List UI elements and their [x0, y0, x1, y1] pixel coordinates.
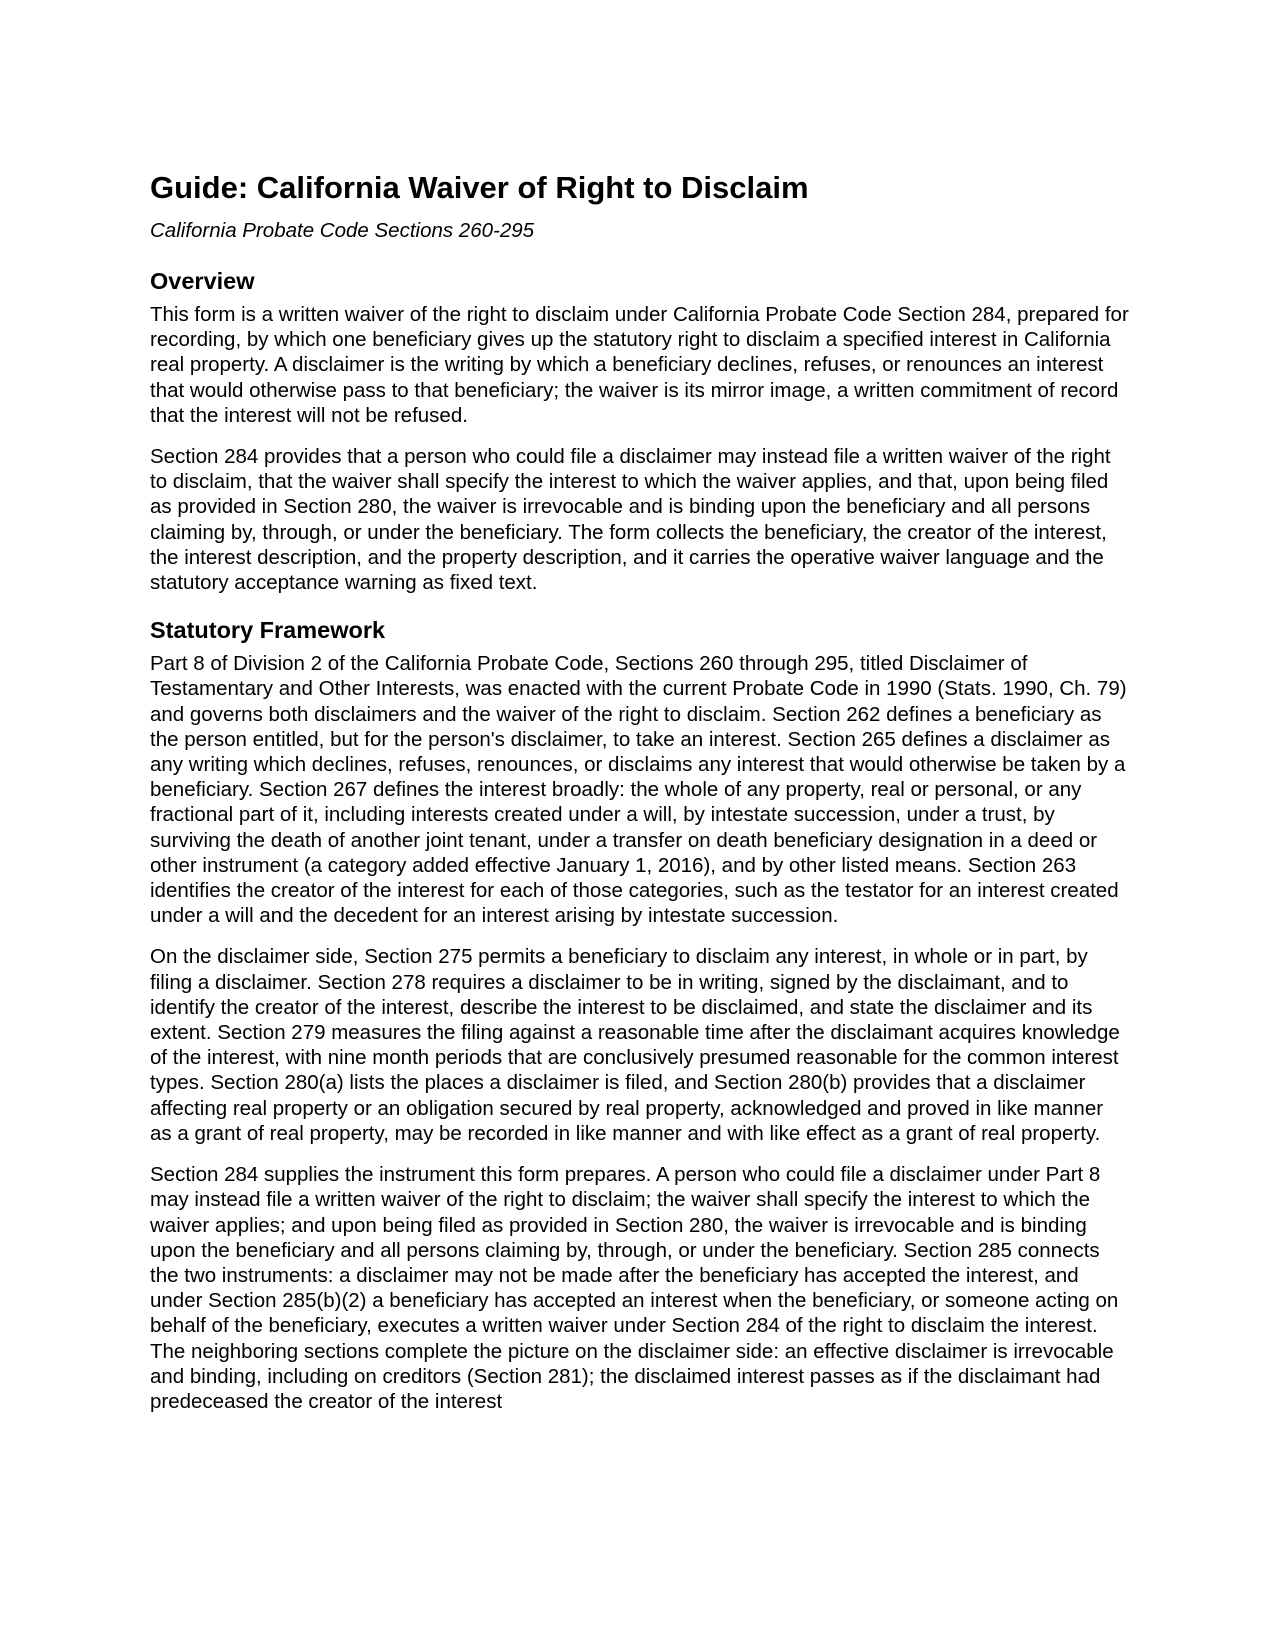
document-page — [150, 168, 1130, 1414]
overview-paragraph-1: This form is a written waiver of the right to disclaim under California Probate Code Section 284, prepared for recording, by which one beneficiary gives up the statutory right to disclaim a specified interest in California real property. A disclaimer is the writing by which a beneficiary declines, refuses, or renounces an interest that would otherwise pass to that beneficiary; the waiver is its mirror image, a written commitment of record that the interest will not be refused. — [150, 303, 1129, 427]
framework-paragraph-3: Section 284 supplies the instrument this form prepares. A person who could file a disclaimer under Part 8 may instead file a written waiver of the right to disclaim; the waiver shall specify the interest to which the waiver applies; and upon being filed as provided in Section 280, the waiver is irrevocable and is binding upon the beneficiary and all persons claiming by, through, or under the beneficiary. Section 285 connects the two instruments: a disclaimer may not be made after the beneficiary has accepted the interest, and under Section 285(b)(2) a beneficiary has accepted an interest when the beneficiary, or someone acting on behalf of the beneficiary, executes a written waiver under Section 284 of the right to disclaim the interest. The neighboring sections complete the picture on the disclaimer side: an effective disclaimer is irrevocable and binding, including on creditors (Section 281); the disclaimed interest passes as if the disclaimant had predeceased the creator of the interest — [150, 1163, 1119, 1413]
overview-paragraph-2: Section 284 provides that a person who could file a disclaimer may instead file a written waiver of the right to disclaim, that the waiver shall specify the interest to which the waiver applies, and that, upon being filed as provided in Section 280, the waiver is irrevocable and is binding upon the beneficiary and all persons claiming by, through, or under the beneficiary. The form collects the beneficiary, the creator of the interest, the interest description, and the property description, and it carries the operative waiver language and the statutory acceptance warning as fixed text. — [150, 445, 1111, 595]
framework-paragraph-1: Part 8 of Division 2 of the California Probate Code, Sections 260 through 295, titled Disclaimer of Testamentary and Other Interests, was enacted with the current Probate Code in 1990 (Stats. 1990, Ch. 79) and governs both disclaimers and the waiver of the right to disclaim. Section 262 defines a beneficiary as the person entitled, but for the person's disclaimer, to take an interest. Section 265 defines a disclaimer as any writing which declines, refuses, renounces, or disclaims any interest that would otherwise be taken by a beneficiary. Section 267 defines the interest broadly: the whole of any property, real or personal, or any fractional part of it, including interests created under a will, by intestate succession, under a trust, by surviving the death of another joint tenant, under a transfer on death beneficiary designation in a deed or other instrument (a category added effective January 1, 2016), and by other listed means. Section 263 identifies the creator of the interest for each of those categories, such as the testator for an interest created under a will and the decedent for an interest arising by intestate succession. — [150, 652, 1127, 928]
section-heading-overview: Overview — [150, 268, 255, 294]
section-heading-statutory-framework: Statutory Framework — [150, 617, 386, 644]
framework-paragraph-2: On the disclaimer side, Section 275 permits a beneficiary to disclaim any interest, in whole or in part, by filing a disclaimer. Section 278 requires a disclaimer to be in writing, signed by the disclaimant, and to identify the creator of the interest, describe the interest to be disclaimed, and state the disclaimer and its extent. Section 279 measures the filing against a reasonable time after the disclaimant acquires knowledge of the interest, with nine month periods that are conclusively presumed reasonable for the common interest types. Section 280(a) lists the places a disclaimer is filed, and Section 280(b) provides that a disclaimer affecting real property or an obligation secured by real property, acknowledged and proved in like manner as a grant of real property, may be recorded in like manner and with like effect as a grant of real property. — [150, 945, 1120, 1145]
document-title: Guide: California Waiver of Right to Disclaim — [150, 170, 809, 205]
document-subtitle: California Probate Code Sections 260-295 — [150, 219, 535, 242]
